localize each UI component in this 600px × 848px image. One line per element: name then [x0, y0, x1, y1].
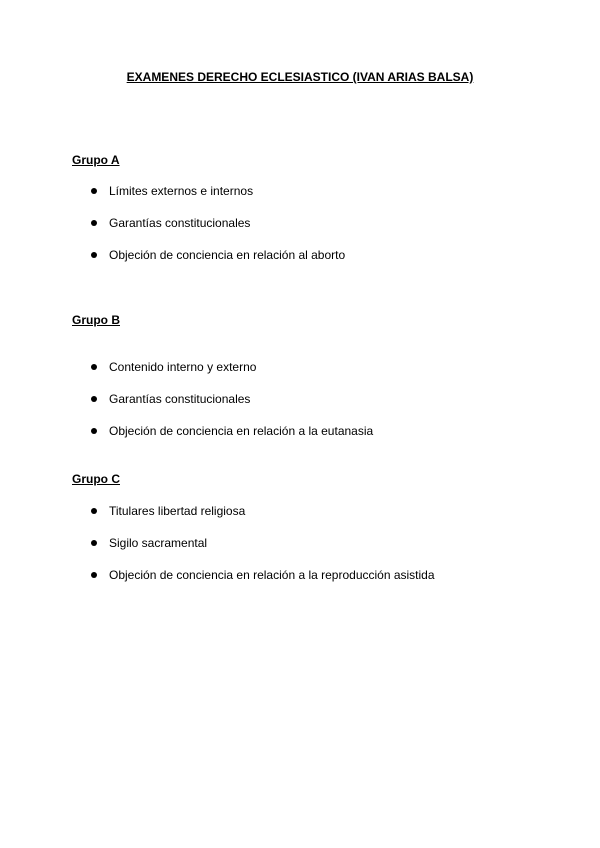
page-title: EXAMENES DERECHO ECLESIASTICO (IVAN ARIAS BALSA): [126, 70, 474, 84]
list-item: [72, 504, 542, 536]
bullet-icon: [91, 508, 97, 514]
group-b-list: [72, 360, 542, 456]
bullet-icon: [91, 364, 97, 370]
bullet-icon: [91, 428, 97, 434]
list-item: [72, 536, 542, 568]
group-b-heading: Grupo B: [72, 313, 120, 327]
list-item-text: Sigilo sacramental: [109, 536, 208, 550]
bullet-icon: [91, 220, 97, 226]
bullet-icon: [91, 396, 97, 402]
group-a-list: [72, 184, 542, 280]
group-a-section: [72, 153, 542, 262]
list-item-text: Objeción de conciencia en relación al aborto: [109, 248, 346, 262]
bullet-icon: [91, 540, 97, 546]
list-item-text: Garantías constitucionales: [109, 392, 251, 406]
group-c-section: [72, 472, 542, 582]
list-item-text: Objeción de conciencia en relación a la eutanasia: [109, 424, 374, 438]
bullet-icon: [91, 252, 97, 258]
list-item: [72, 216, 542, 248]
list-item-text: Objeción de conciencia en relación a la reproducción asistida: [109, 568, 435, 582]
list-item: [72, 568, 542, 600]
group-a-heading: Grupo A: [72, 153, 120, 167]
bullet-icon: [91, 188, 97, 194]
list-item-text: Contenido interno y externo: [109, 360, 257, 374]
group-c-list: [72, 504, 542, 600]
list-item-text: Titulares libertad religiosa: [109, 504, 246, 518]
list-item: [72, 424, 542, 456]
list-item: [72, 248, 542, 280]
list-item-text: Límites externos e internos: [109, 184, 254, 198]
list-item: [72, 360, 542, 392]
bullet-icon: [91, 572, 97, 578]
group-b-section: [72, 313, 542, 438]
list-item: [72, 392, 542, 424]
group-c-heading: Grupo C: [72, 472, 120, 486]
list-item-text: Garantías constitucionales: [109, 216, 251, 230]
list-item: [72, 184, 542, 216]
